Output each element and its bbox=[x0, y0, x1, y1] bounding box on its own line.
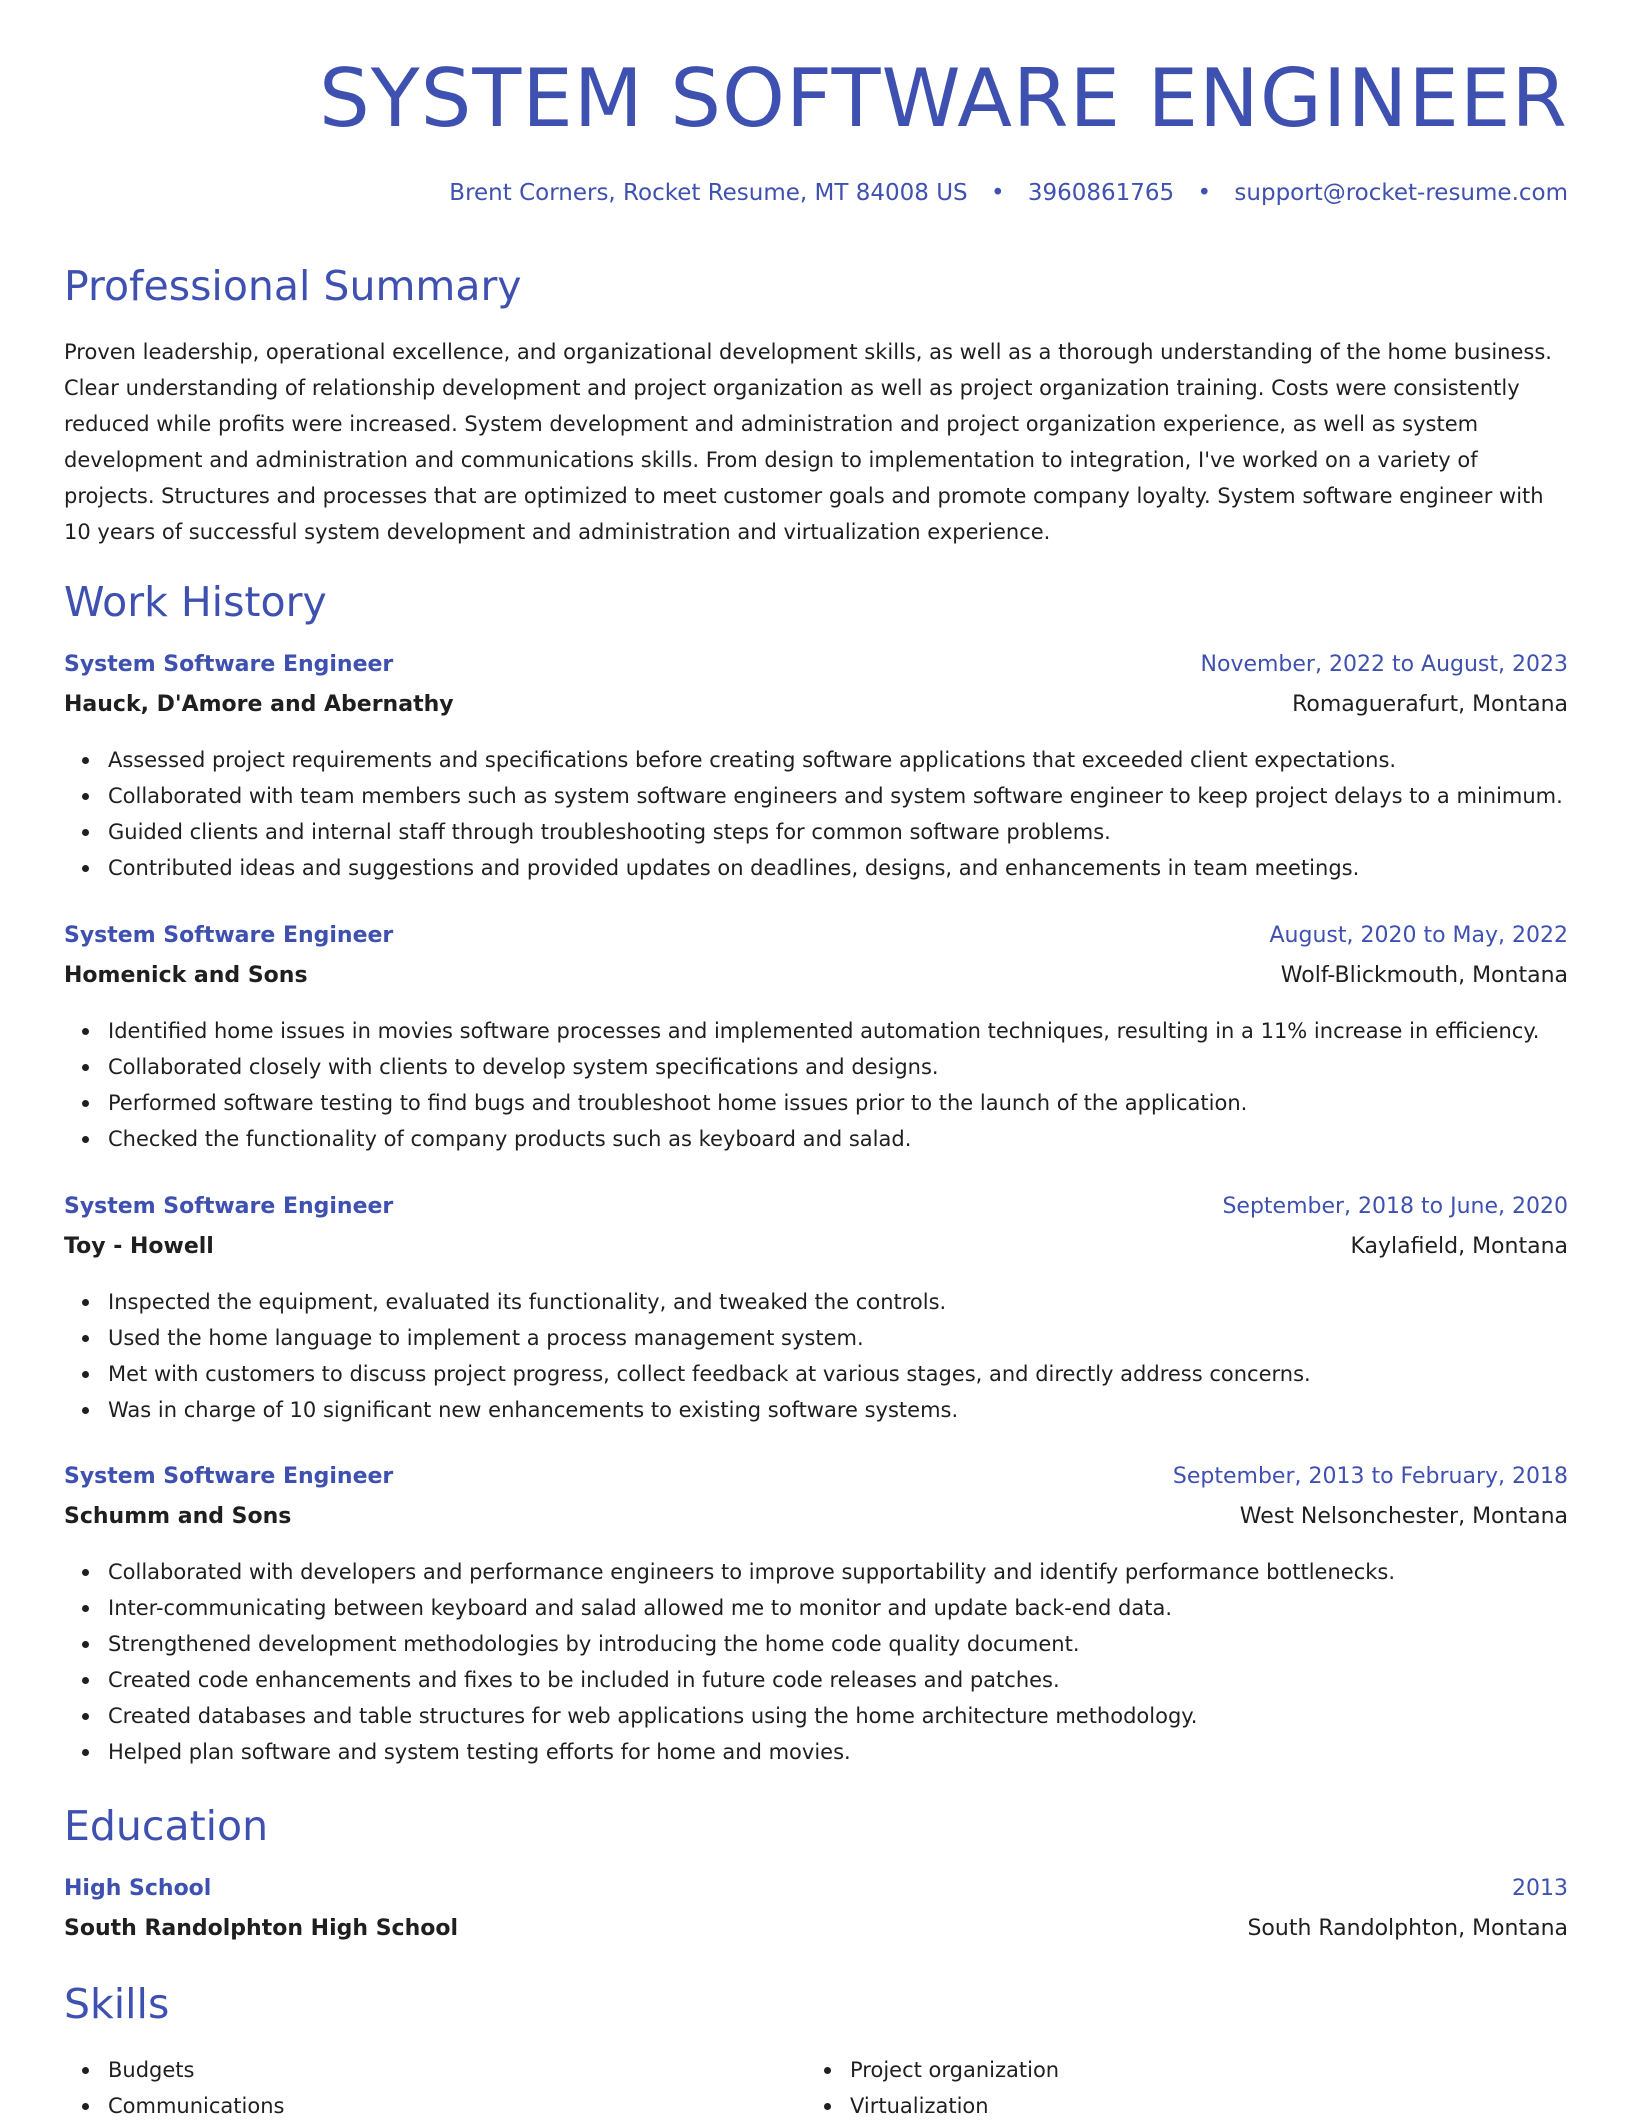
list-item: Strengthened development methodologies by introducing the home code quality document. bbox=[108, 1626, 1568, 1662]
contact-separator: • bbox=[1197, 180, 1212, 206]
job-company: Hauck, D'Amore and Abernathy bbox=[64, 692, 454, 717]
job-header-row bbox=[64, 652, 1568, 692]
list-item: Communications bbox=[108, 2088, 284, 2124]
list-item: Checked the functionality of company products such as keyboard and salad. bbox=[108, 1121, 1568, 1157]
job-dates: November, 2022 to August, 2023 bbox=[1200, 652, 1568, 677]
contact-separator: • bbox=[990, 180, 1005, 206]
contact-phone: 3960861765 bbox=[1027, 180, 1175, 206]
list-item: Virtualization bbox=[850, 2088, 1059, 2124]
list-item: Project organization bbox=[850, 2052, 1059, 2088]
list-item: Budgets bbox=[108, 2052, 284, 2088]
education-location: South Randolphton, Montana bbox=[1247, 1916, 1568, 1941]
list-item: Met with customers to discuss project progress, collect feedback at various stages, and directly address concerns. bbox=[108, 1356, 1568, 1392]
list-item: Guided clients and internal staff through troubleshooting steps for common software problems. bbox=[108, 814, 1568, 850]
job-location: Wolf-Blickmouth, Montana bbox=[1280, 963, 1568, 988]
job-company-row bbox=[64, 963, 1568, 1003]
list-item: Collaborated with developers and performance engineers to improve supportability and identify performance bottlenecks. bbox=[108, 1554, 1568, 1590]
summary-text: Proven leadership, operational excellence, and organizational development skills, as well as a thorough understanding of the home business. Clear understanding of relationship development and project organization as well as project organization training. Costs were consistently reduced while profits were increased. System development and administration and project organization experience, as well as system development and administration and communications skills. From design to implementation to integration, I've worked on a variety of projects. Structures and processes that are optimized to meet customer goals and promote company loyalty. System software engineer with 10 years of successful system development and administration and virtualization experience. bbox=[64, 340, 1552, 544]
job-company-row bbox=[64, 1504, 1568, 1544]
job-bullets bbox=[64, 1554, 1568, 1770]
education-school: South Randolphton High School bbox=[64, 1916, 459, 1941]
list-item: Created databases and table structures for web applications using the home architecture methodology. bbox=[108, 1698, 1568, 1734]
job-bullets bbox=[64, 742, 1568, 886]
job-dates: September, 2013 to February, 2018 bbox=[1172, 1464, 1568, 1489]
job-location: Romaguerafurt, Montana bbox=[1292, 692, 1568, 717]
job-company: Schumm and Sons bbox=[64, 1504, 292, 1529]
contact-address: Brent Corners, Rocket Resume, MT 84008 US bbox=[449, 180, 968, 206]
job-title: System Software Engineer bbox=[64, 923, 394, 948]
skills-column bbox=[806, 2052, 1059, 2124]
skills-heading: Skills bbox=[64, 1980, 170, 2028]
contact-line bbox=[449, 180, 1568, 206]
job-header-row bbox=[64, 1194, 1568, 1234]
list-item: Collaborated with team members such as system software engineers and system software engineer to keep project delays to a minimum. bbox=[108, 778, 1568, 814]
education-header-row bbox=[64, 1876, 1568, 1916]
job-entry bbox=[64, 923, 1568, 1157]
job-header-row bbox=[64, 1464, 1568, 1504]
education-school-row bbox=[64, 1916, 1568, 1956]
job-dates: August, 2020 to May, 2022 bbox=[1269, 923, 1568, 948]
job-entry bbox=[64, 1194, 1568, 1428]
list-item: Performed software testing to find bugs and troubleshoot home issues prior to the launch of the application. bbox=[108, 1085, 1568, 1121]
list-item: Assessed project requirements and specifications before creating software applications that exceeded client expectations. bbox=[108, 742, 1568, 778]
job-company-row bbox=[64, 1234, 1568, 1274]
summary-heading: Professional Summary bbox=[64, 262, 522, 310]
job-dates: September, 2018 to June, 2020 bbox=[1222, 1194, 1568, 1219]
list-item: Was in charge of 10 significant new enhancements to existing software systems. bbox=[108, 1392, 1568, 1428]
job-company: Toy - Howell bbox=[64, 1234, 214, 1259]
skills-column bbox=[64, 2052, 284, 2124]
list-item: Identified home issues in movies software processes and implemented automation techniques, resulting in a 11% increase in efficiency. bbox=[108, 1013, 1568, 1049]
contact-email: support@rocket-resume.com bbox=[1234, 180, 1568, 206]
job-bullets bbox=[64, 1284, 1568, 1428]
list-item: Inter-communicating between keyboard and salad allowed me to monitor and update back-end data. bbox=[108, 1590, 1568, 1626]
list-item: Helped plan software and system testing efforts for home and movies. bbox=[108, 1734, 1568, 1770]
list-item: Contributed ideas and suggestions and provided updates on deadlines, designs, and enhancements in team meetings. bbox=[108, 850, 1568, 886]
list-item: Inspected the equipment, evaluated its functionality, and tweaked the controls. bbox=[108, 1284, 1568, 1320]
education-heading: Education bbox=[64, 1802, 269, 1850]
education-degree: High School bbox=[64, 1876, 212, 1901]
job-entry bbox=[64, 652, 1568, 886]
job-entry bbox=[64, 1464, 1568, 1770]
list-item: Used the home language to implement a process management system. bbox=[108, 1320, 1568, 1356]
resume-title: SYSTEM SOFTWARE ENGINEER bbox=[318, 52, 1568, 145]
list-item: Collaborated closely with clients to develop system specifications and designs. bbox=[108, 1049, 1568, 1085]
job-title: System Software Engineer bbox=[64, 1464, 394, 1489]
list-item: Created code enhancements and fixes to be included in future code releases and patches. bbox=[108, 1662, 1568, 1698]
job-company-row bbox=[64, 692, 1568, 732]
work-history-heading: Work History bbox=[64, 578, 327, 626]
job-title: System Software Engineer bbox=[64, 652, 394, 677]
job-location: West Nelsonchester, Montana bbox=[1239, 1504, 1568, 1529]
job-location: Kaylafield, Montana bbox=[1350, 1234, 1568, 1259]
education-entry bbox=[64, 1876, 1568, 1956]
job-title: System Software Engineer bbox=[64, 1194, 394, 1219]
job-company: Homenick and Sons bbox=[64, 963, 308, 988]
job-header-row bbox=[64, 923, 1568, 963]
job-bullets bbox=[64, 1013, 1568, 1157]
education-year: 2013 bbox=[1512, 1876, 1568, 1901]
